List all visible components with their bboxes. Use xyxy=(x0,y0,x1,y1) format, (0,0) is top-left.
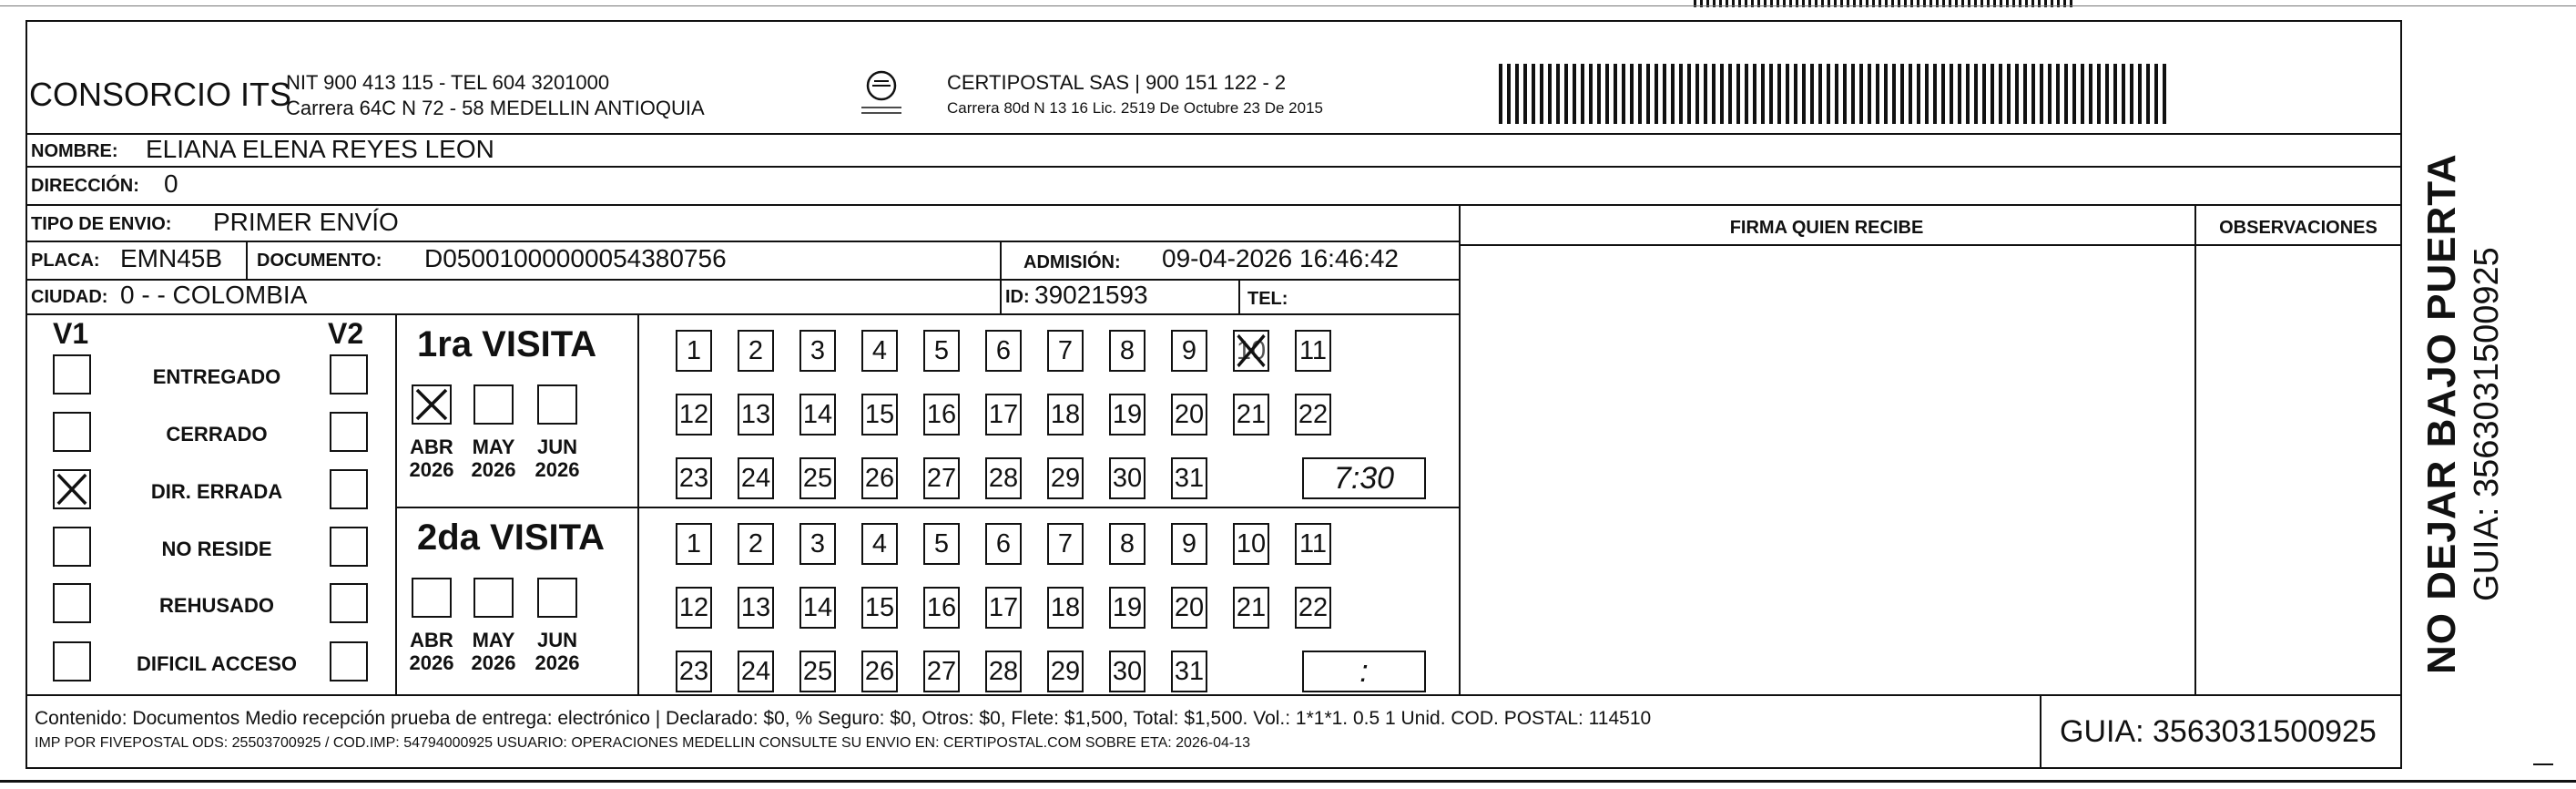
certipostal-license: Carrera 80d N 13 16 Lic. 2519 De Octubre 23 De 2015 xyxy=(947,99,1323,117)
month-caption xyxy=(525,629,589,675)
tel-label: TEL: xyxy=(1247,289,1288,309)
day-box[interactable]: 25 xyxy=(799,457,836,499)
barcode-bar xyxy=(1614,64,1617,124)
barcode-bar xyxy=(2163,64,2166,124)
documento-value: D05001000000054380756 xyxy=(424,244,727,272)
day-box[interactable]: 24 xyxy=(738,651,774,692)
day-box[interactable]: 29 xyxy=(1047,651,1084,692)
barcode-bar xyxy=(1827,64,1830,124)
day-box[interactable]: 30 xyxy=(1109,651,1145,692)
barcode-bar xyxy=(1646,64,1650,124)
month-checkbox[interactable] xyxy=(473,384,514,425)
day-box[interactable]: 31 xyxy=(1171,651,1207,692)
day-box[interactable]: 8 xyxy=(1109,523,1145,565)
barcode-bar xyxy=(1532,64,1535,124)
barcode-bar xyxy=(1745,64,1748,124)
divider xyxy=(1459,244,2402,246)
day-box[interactable]: 12 xyxy=(676,587,712,629)
footer-imp: IMP POR FIVEPOSTAL ODS: 25503700925 / COD.IMP: 54794000925 USUARIO: OPERACIONES MEDELLIN CONSULTE SU ENVIO EN: CERTIPOSTAL.COM SOBRE ETA: 2026-04-13 xyxy=(35,735,1250,751)
day-box[interactable]: 20 xyxy=(1171,394,1207,435)
barcode-bar xyxy=(2146,64,2150,124)
month-year: 2026 xyxy=(535,458,580,482)
barcode-bar xyxy=(1974,64,1978,124)
visit-title: 2da VISITA xyxy=(417,517,605,558)
bottom-edge-line xyxy=(0,780,2576,783)
month-checkbox[interactable] xyxy=(537,578,577,618)
barcode-bar xyxy=(1655,64,1658,124)
barcode-bar xyxy=(1966,64,1970,124)
v1-checkbox[interactable] xyxy=(53,527,91,567)
day-box[interactable]: 19 xyxy=(1109,587,1145,629)
day-box[interactable]: 14 xyxy=(799,394,836,435)
barcode-bar xyxy=(1630,64,1634,124)
barcode-bar xyxy=(1843,64,1847,124)
month-checkbox[interactable] xyxy=(412,578,452,618)
barcode-bar xyxy=(1982,64,1986,124)
id-label: ID: xyxy=(1005,287,1030,307)
month-year: 2026 xyxy=(409,651,454,675)
month-year: 2026 xyxy=(535,651,580,675)
day-box[interactable]: 18 xyxy=(1047,587,1084,629)
month-caption xyxy=(462,435,525,482)
barcode-bar xyxy=(2023,64,2027,124)
month-checkbox[interactable] xyxy=(412,384,452,425)
month-caption xyxy=(525,435,589,482)
ciudad-label: CIUDAD: xyxy=(31,287,108,307)
barcode-bar xyxy=(1687,64,1691,124)
divider xyxy=(1000,241,1002,313)
day-box[interactable]: 31 xyxy=(1171,457,1207,499)
day-box[interactable]: 4 xyxy=(861,330,898,372)
barcode-bar xyxy=(2154,64,2158,124)
day-box[interactable]: 28 xyxy=(985,651,1022,692)
day-box[interactable]: 6 xyxy=(985,523,1022,565)
barcode-bar xyxy=(1597,64,1601,124)
barcode-bar xyxy=(1941,64,1945,124)
barcode-bar xyxy=(2064,64,2068,124)
day-box[interactable]: 29 xyxy=(1047,457,1084,499)
barcode-bar xyxy=(2072,64,2076,124)
month-name: JUN xyxy=(536,435,577,458)
firma-header: FIRMA QUIEN RECIBE xyxy=(1729,218,1924,238)
barcode-bar xyxy=(2015,64,2019,124)
day-box[interactable]: 25 xyxy=(799,651,836,692)
company-nit: NIT 900 413 115 - TEL 604 3201000 xyxy=(286,71,610,94)
barcode-bar xyxy=(1786,64,1789,124)
time-box[interactable]: : xyxy=(1302,651,1426,692)
v2-checkbox[interactable] xyxy=(330,583,368,623)
barcode-bar xyxy=(2130,64,2133,124)
barcode-bar xyxy=(1507,64,1511,124)
v1-checkbox[interactable] xyxy=(53,469,91,509)
barcode-bar xyxy=(1802,64,1806,124)
barcode-bar xyxy=(1499,64,1502,124)
barcode-bar xyxy=(2122,64,2125,124)
barcode-bar xyxy=(2040,64,2043,124)
x-check-mark xyxy=(1235,332,1268,370)
day-box[interactable]: 7 xyxy=(1047,523,1084,565)
divider xyxy=(25,313,1459,315)
barcode-bar xyxy=(2031,64,2035,124)
status-option-label: DIR. ERRADA xyxy=(150,480,283,503)
documento-label: DOCUMENTO: xyxy=(257,251,382,271)
barcode-bar xyxy=(1909,64,1912,124)
day-box[interactable]: 11 xyxy=(1295,523,1331,565)
barcode-bar xyxy=(1999,64,2002,124)
barcode-bar xyxy=(1736,64,1740,124)
barcode-bar xyxy=(1933,64,1937,124)
v1-label: V1 xyxy=(53,317,89,350)
status-option-label: DIFICIL ACCESO xyxy=(136,652,297,675)
barcode-bar xyxy=(1925,64,1929,124)
day-box[interactable]: 23 xyxy=(676,457,712,499)
time-box[interactable]: 7:30 xyxy=(1302,457,1426,499)
barcode-bar xyxy=(1695,64,1699,124)
barcode-bar xyxy=(1515,64,1519,124)
divider xyxy=(25,204,2402,206)
divider xyxy=(1238,279,1240,313)
day-box[interactable]: 14 xyxy=(799,587,836,629)
barcode-bar xyxy=(2007,64,2011,124)
barcode-bar xyxy=(1638,64,1642,124)
tipo-envio-value: PRIMER ENVÍO xyxy=(213,208,399,236)
barcode-bar xyxy=(1761,64,1765,124)
side-guia: GUIA: 3563031500925 xyxy=(2468,247,2506,601)
footer-contenido: Contenido: Documentos Medio recepción prueba de entrega: electrónico | Declarado: $0, % Seguro: $0, Otros: $0, Flete: $1,500, Total: $1,500. Vol.: 1*1*1. 0.5 1 Unid. COD. POSTAL: 114510 xyxy=(35,708,1652,729)
barcode-bar xyxy=(1622,64,1625,124)
top-edge-line xyxy=(0,5,2576,6)
v2-label: V2 xyxy=(328,317,364,350)
barcode-bar xyxy=(2081,64,2084,124)
day-box[interactable]: 30 xyxy=(1109,457,1145,499)
barcode-bar xyxy=(1991,64,1994,124)
nombre-value: ELIANA ELENA REYES LEON xyxy=(146,135,494,163)
month-name: ABR xyxy=(410,629,453,651)
day-box[interactable]: 12 xyxy=(676,394,712,435)
day-box[interactable]: 22 xyxy=(1295,587,1331,629)
barcode-bar xyxy=(1704,64,1707,124)
divider xyxy=(1459,204,1461,694)
v1-checkbox[interactable] xyxy=(53,354,91,394)
day-box[interactable]: 27 xyxy=(923,651,960,692)
day-box[interactable]: 5 xyxy=(923,523,960,565)
day-box[interactable]: 24 xyxy=(738,457,774,499)
company-address: Carrera 64C N 72 - 58 MEDELLIN ANTIOQUIA xyxy=(286,97,705,119)
barcode-bar xyxy=(2056,64,2060,124)
certipostal-logo xyxy=(856,67,907,117)
day-box[interactable]: 18 xyxy=(1047,394,1084,435)
day-box[interactable]: 4 xyxy=(861,523,898,565)
barcode-bar xyxy=(1868,64,1871,124)
divider xyxy=(2194,204,2196,694)
right-edge-mark xyxy=(2533,763,2553,765)
day-box[interactable]: 3 xyxy=(799,523,836,565)
barcode-bar xyxy=(1573,64,1576,124)
barcode-bar xyxy=(1950,64,1953,124)
barcode-bar xyxy=(2105,64,2109,124)
v2-checkbox[interactable] xyxy=(330,527,368,567)
barcode-bar xyxy=(2113,64,2117,124)
barcode-bar xyxy=(1712,64,1716,124)
barcode-bar xyxy=(1769,64,1773,124)
side-warning: NO DEJAR BAJO PUERTA xyxy=(2419,153,2464,674)
day-box[interactable]: 15 xyxy=(861,587,898,629)
month-checkbox[interactable] xyxy=(473,578,514,618)
barcode-bar xyxy=(1671,64,1675,124)
barcode-bar xyxy=(1835,64,1838,124)
barcode-bar xyxy=(1581,64,1584,124)
divider xyxy=(246,241,248,279)
barcode-bar xyxy=(1900,64,1904,124)
day-box[interactable]: 22 xyxy=(1295,394,1331,435)
day-box[interactable]: 10 xyxy=(1233,523,1269,565)
x-check-mark xyxy=(55,471,89,507)
barcode-bar xyxy=(1720,64,1724,124)
day-box[interactable]: 11 xyxy=(1295,330,1331,372)
direccion-label: DIRECCIÓN: xyxy=(31,176,139,196)
month-name: MAY xyxy=(472,629,515,651)
nombre-label: NOMBRE: xyxy=(31,141,118,161)
day-box[interactable]: 27 xyxy=(923,457,960,499)
barcode-bar xyxy=(1753,64,1756,124)
barcode-bar xyxy=(2138,64,2142,124)
barcode-bar xyxy=(1548,64,1552,124)
day-box[interactable]: 5 xyxy=(923,330,960,372)
barcode-bar xyxy=(1917,64,1920,124)
barcode-bar xyxy=(1679,64,1683,124)
certipostal-name: CERTIPOSTAL SAS | 900 151 122 - 2 xyxy=(947,71,1287,94)
barcode-bar xyxy=(1794,64,1797,124)
status-option-label: REHUSADO xyxy=(159,594,274,617)
v2-checkbox[interactable] xyxy=(330,412,368,452)
barcode-bar xyxy=(2097,64,2101,124)
barcode-bar xyxy=(2089,64,2092,124)
month-checkbox[interactable] xyxy=(537,384,577,425)
month-year: 2026 xyxy=(471,458,516,482)
day-box[interactable]: 10 xyxy=(1233,330,1269,372)
month-name: MAY xyxy=(472,435,515,458)
company-name: CONSORCIO ITS xyxy=(29,76,292,113)
day-box[interactable]: 26 xyxy=(861,457,898,499)
day-box[interactable]: 26 xyxy=(861,651,898,692)
barcode-bar xyxy=(1605,64,1609,124)
barcode xyxy=(1499,64,2174,124)
tipo-envio-label: TIPO DE ENVIO: xyxy=(31,214,172,234)
barcode-bar xyxy=(1523,64,1527,124)
barcode-bar xyxy=(1589,64,1593,124)
day-box[interactable]: 8 xyxy=(1109,330,1145,372)
day-box[interactable]: 9 xyxy=(1171,523,1207,565)
barcode-bar xyxy=(1663,64,1666,124)
id-value: 39021593 xyxy=(1034,281,1148,309)
v2-checkbox[interactable] xyxy=(330,354,368,394)
day-box[interactable]: 13 xyxy=(738,587,774,629)
placa-value: EMN45B xyxy=(120,244,223,272)
day-box[interactable]: 2 xyxy=(738,330,774,372)
month-caption xyxy=(462,629,525,675)
barcode-bar xyxy=(1884,64,1888,124)
ciudad-value: 0 - - COLOMBIA xyxy=(120,281,308,309)
day-box[interactable]: 2 xyxy=(738,523,774,565)
day-box[interactable]: 1 xyxy=(676,523,712,565)
day-box[interactable]: 21 xyxy=(1233,587,1269,629)
divider xyxy=(395,313,397,694)
divider xyxy=(637,313,639,694)
day-box[interactable]: 19 xyxy=(1109,394,1145,435)
month-year: 2026 xyxy=(409,458,454,482)
divider xyxy=(2040,694,2041,769)
direccion-value: 0 xyxy=(164,169,178,198)
barcode-bar xyxy=(1810,64,1814,124)
barcode-bar xyxy=(1859,64,1863,124)
day-box[interactable]: 6 xyxy=(985,330,1022,372)
month-name: JUN xyxy=(536,629,577,651)
divider xyxy=(25,166,2402,168)
divider xyxy=(2400,133,2402,694)
barcode-bar xyxy=(1892,64,1896,124)
day-box[interactable]: 16 xyxy=(923,394,960,435)
v1-checkbox[interactable] xyxy=(53,583,91,623)
divider xyxy=(397,507,1459,508)
v2-checkbox[interactable] xyxy=(330,469,368,509)
status-option-label: NO RESIDE xyxy=(161,538,272,560)
barcode-bar xyxy=(1728,64,1732,124)
day-box[interactable]: 21 xyxy=(1233,394,1269,435)
barcode-bar xyxy=(1876,64,1879,124)
day-box[interactable]: 7 xyxy=(1047,330,1084,372)
day-box[interactable]: 3 xyxy=(799,330,836,372)
day-box[interactable]: 20 xyxy=(1171,587,1207,629)
status-option-label: ENTREGADO xyxy=(152,365,281,388)
barcode-bar xyxy=(1851,64,1855,124)
barcode-bar xyxy=(1540,64,1543,124)
day-box[interactable]: 15 xyxy=(861,394,898,435)
month-caption xyxy=(400,435,463,482)
barcode-bar xyxy=(1818,64,1822,124)
v2-checkbox[interactable] xyxy=(330,641,368,681)
admision-label: ADMISIÓN: xyxy=(1023,252,1121,272)
placa-label: PLACA: xyxy=(31,251,100,271)
status-option-label: CERRADO xyxy=(166,423,268,446)
v1-checkbox[interactable] xyxy=(53,641,91,681)
day-box[interactable]: 17 xyxy=(985,587,1022,629)
x-check-mark xyxy=(413,386,450,423)
barcode-bar xyxy=(1958,64,1961,124)
day-box[interactable]: 13 xyxy=(738,394,774,435)
observaciones-header: OBSERVACIONES xyxy=(2219,218,2377,238)
month-caption xyxy=(400,629,463,675)
day-box[interactable]: 17 xyxy=(985,394,1022,435)
barcode-bar xyxy=(1556,64,1560,124)
day-box[interactable]: 1 xyxy=(676,330,712,372)
visit-title: 1ra VISITA xyxy=(417,324,597,364)
barcode-bar xyxy=(2048,64,2052,124)
admision-value: 09-04-2026 16:46:42 xyxy=(1162,244,1399,272)
day-box[interactable]: 23 xyxy=(676,651,712,692)
day-box[interactable]: 9 xyxy=(1171,330,1207,372)
barcode-bar xyxy=(1564,64,1568,124)
barcode-bar xyxy=(1777,64,1781,124)
divider xyxy=(25,241,1459,242)
footer-guia: GUIA: 3563031500925 xyxy=(2060,714,2377,749)
v1-checkbox[interactable] xyxy=(53,412,91,452)
month-year: 2026 xyxy=(471,651,516,675)
day-box[interactable]: 28 xyxy=(985,457,1022,499)
divider xyxy=(25,694,2402,696)
day-box[interactable]: 16 xyxy=(923,587,960,629)
month-name: ABR xyxy=(410,435,453,458)
